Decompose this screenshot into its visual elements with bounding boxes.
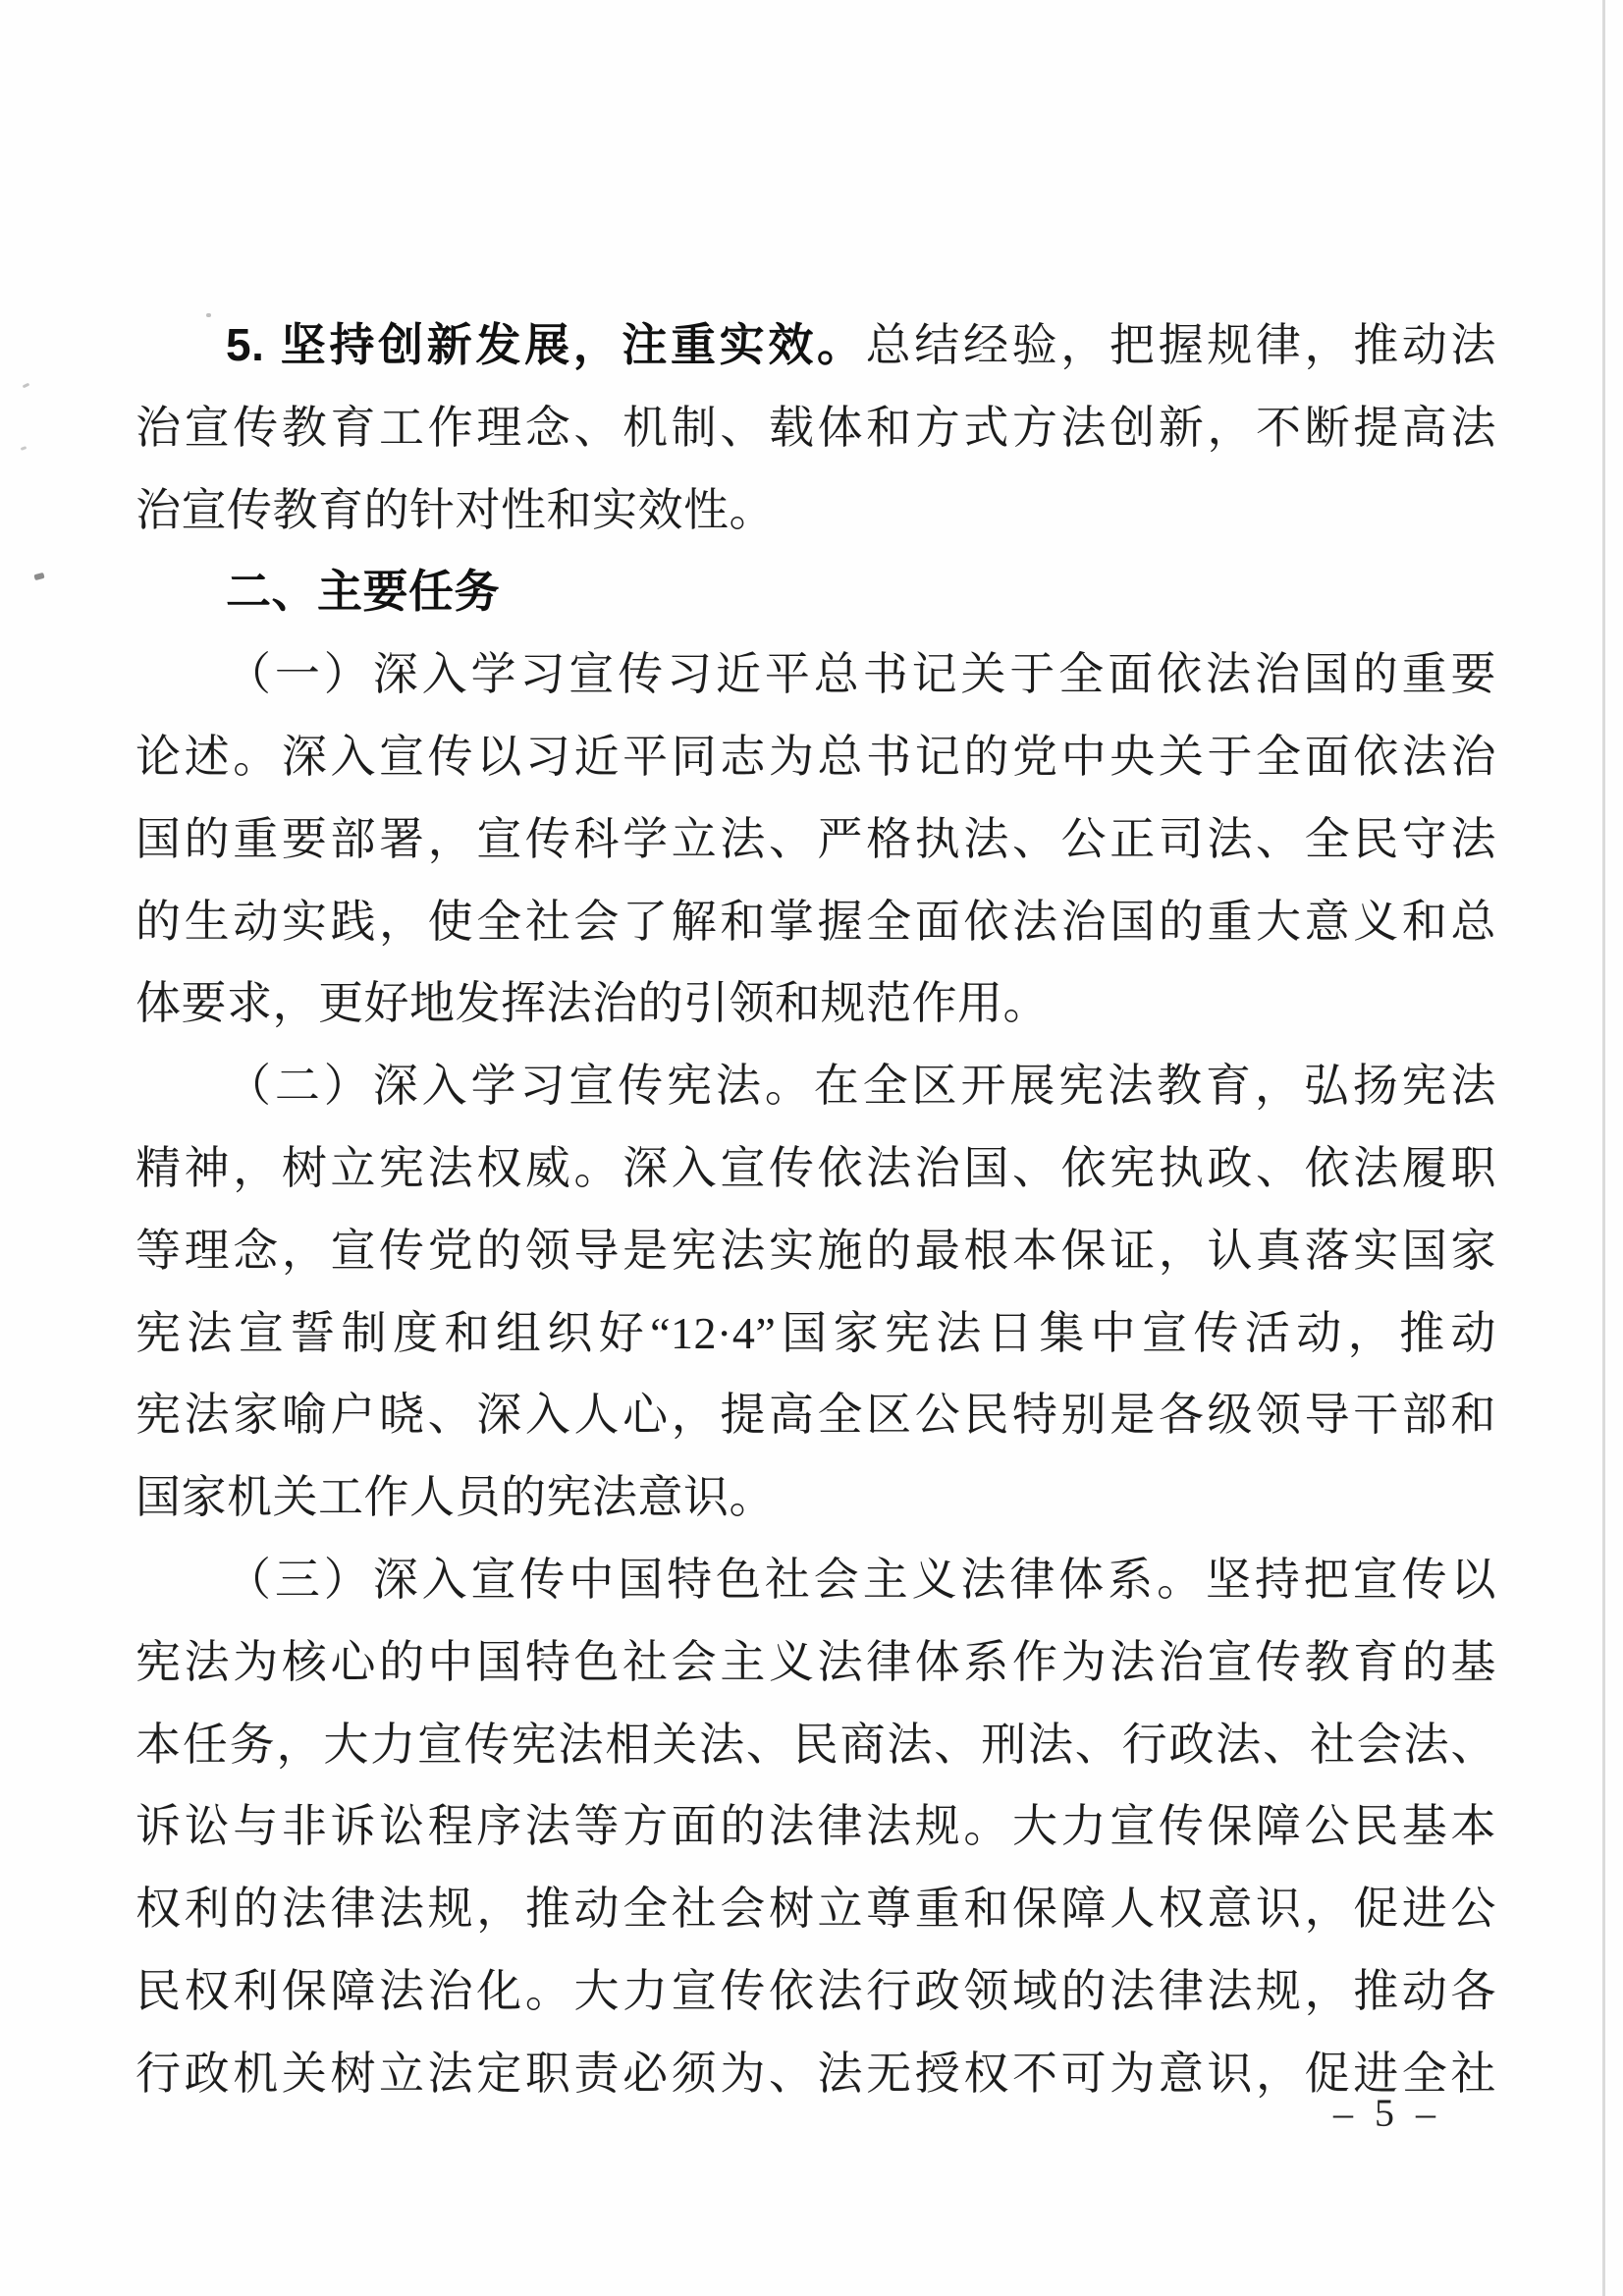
text-line: [135, 1292, 1496, 1375]
text-run: 精神，树立宪法权威。深入宣传依法治国、依宪执政、依法履职: [135, 1142, 1496, 1193]
section-heading: [135, 551, 1496, 633]
text-line: [135, 633, 1496, 716]
text-run: 体要求，更好地发挥法治的引领和规范作用。: [135, 978, 1049, 1029]
text-block: [135, 304, 1496, 2115]
text-run: 宪法家喻户晓、深入人心，提高全区公民特别是各级领导干部和: [135, 1390, 1496, 1441]
text-run: 国的重要部署，宣传科学立法、严格执法、公正司法、全民守法: [135, 813, 1496, 864]
scan-speck: [23, 383, 30, 389]
text-line: [135, 1950, 1496, 2033]
text-line: [135, 304, 1496, 387]
text-line: [135, 2033, 1496, 2115]
text-line: [135, 1785, 1496, 1868]
scan-speck: [206, 313, 211, 317]
text-run: （三）深入宣传中国特色社会主义法律体系。坚持把宣传以: [226, 1554, 1496, 1605]
text-run: 治宣传教育工作理念、机制、载体和方式方法创新，不断提高法: [135, 402, 1496, 453]
text-run: （一）深入学习宣传习近平总书记关于全面依法治国的重要: [226, 649, 1496, 700]
text-line: [135, 1704, 1496, 1786]
text-line: [135, 1374, 1496, 1456]
bold-text-run: 5. 坚持创新发展，注重实效。: [226, 319, 866, 370]
text-run: 总结经验，把握规律，推动法: [865, 320, 1497, 370]
text-line: [135, 1868, 1496, 1950]
page-number: – 5 –: [1333, 2091, 1441, 2135]
text-line: [135, 881, 1496, 963]
scan-edge-line: [1602, 0, 1605, 2296]
scan-speck: [21, 446, 27, 451]
text-run: 宪法宣誓制度和组织好“12·4”国家宪法日集中宣传活动，推动: [135, 1307, 1496, 1358]
text-run: 行政机关树立法定职责必须为、法无授权不可为意识，促进全社: [135, 2048, 1496, 2099]
text-line: [135, 1456, 1496, 1539]
text-run: 宪法为核心的中国特色社会主义法律体系作为法治宣传教育的基: [135, 1636, 1496, 1687]
text-run: 等理念，宣传党的领导是宪法实施的最根本保证，认真落实国家: [135, 1225, 1496, 1276]
text-line: [135, 962, 1496, 1045]
text-line: [135, 1210, 1496, 1292]
text-run: 的生动实践，使全社会了解和掌握全面依法治国的重大意义和总: [135, 896, 1496, 947]
bold-text-run: 二、主要任务: [226, 566, 500, 618]
text-line: [135, 716, 1496, 798]
text-line: [135, 1539, 1496, 1621]
text-run: 治宣传教育的针对性和实效性。: [135, 484, 775, 535]
text-line: [135, 1045, 1496, 1127]
scan-speck: [33, 573, 44, 580]
text-line: [135, 387, 1496, 469]
text-run: 国家机关工作人员的宪法意识。: [135, 1472, 775, 1523]
text-run: 本任务，大力宣传宪法相关法、民商法、刑法、行政法、社会法、: [135, 1719, 1496, 1770]
text-run: 诉讼与非诉讼程序法等方面的法律法规。大力宣传保障公民基本: [135, 1801, 1496, 1852]
text-line: [135, 798, 1496, 881]
text-run: 民权利保障法治化。大力宣传依法行政领域的法律法规，推动各: [135, 1965, 1496, 2016]
text-run: 论述。深入宣传以习近平同志为总书记的党中央关于全面依法治: [135, 731, 1496, 782]
text-line: [135, 1127, 1496, 1210]
text-run: 权利的法律法规，推动全社会树立尊重和保障人权意识，促进公: [135, 1884, 1496, 1935]
text-line: [135, 1621, 1496, 1704]
text-run: （二）深入学习宣传宪法。在全区开展宪法教育，弘扬宪法: [226, 1061, 1496, 1112]
text-line: [135, 469, 1496, 552]
